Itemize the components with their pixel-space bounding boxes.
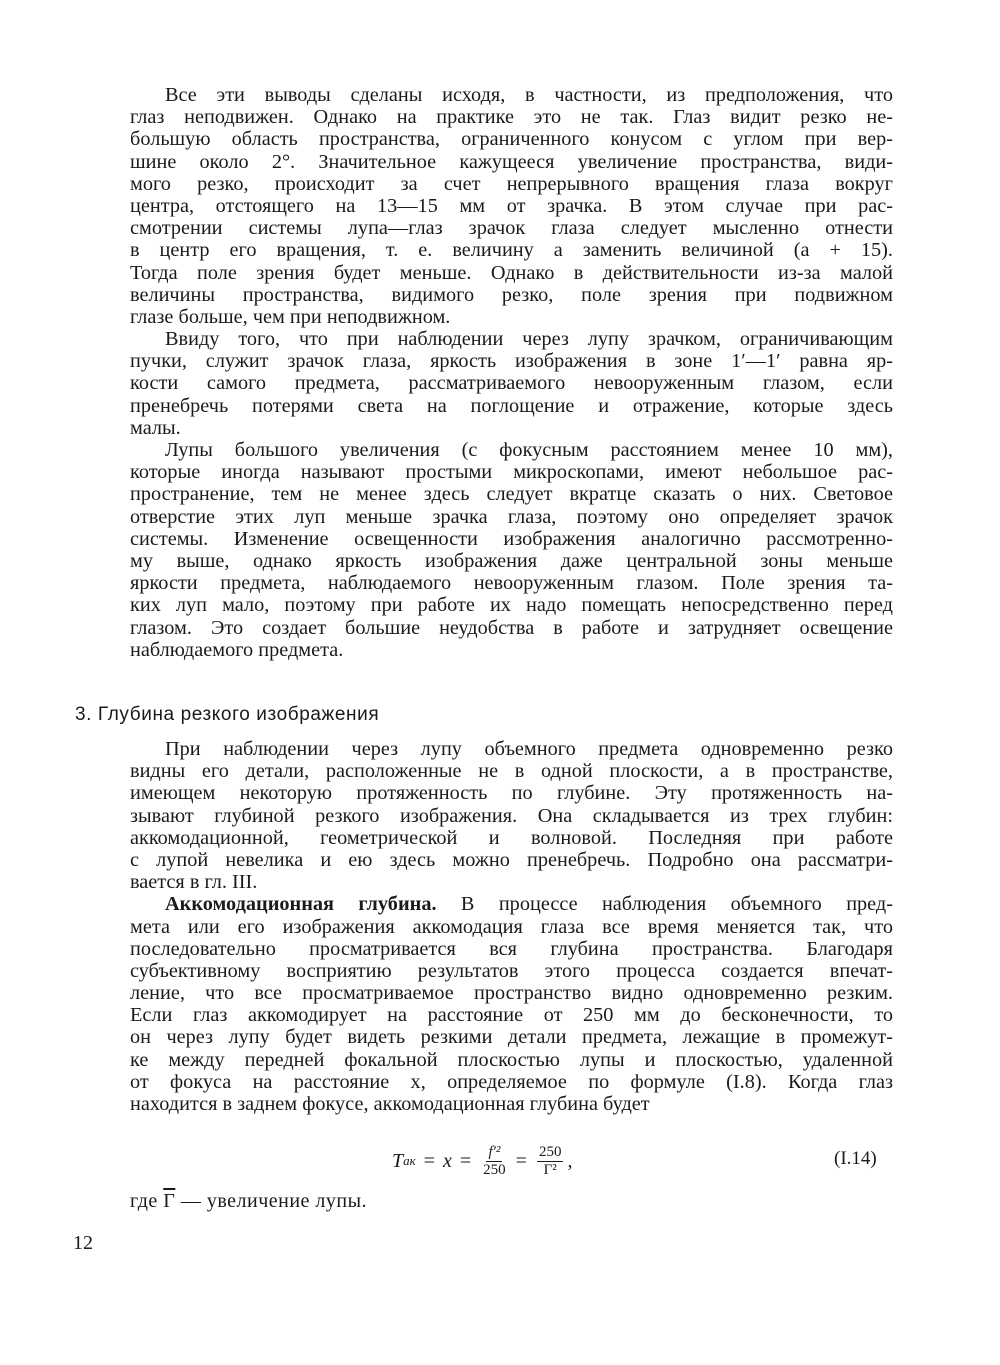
text-line: Аккомодационная глубина. В процессе наблюдения объемного пред-: [165, 893, 893, 916]
run-in-heading: Аккомодационная глубина.: [165, 893, 461, 916]
text-line: Ввиду того, что при наблюдении через лупу зрачком, ограничивающим: [165, 328, 893, 351]
text-line: шине около 2°. Значительное кажущееся увеличение пространства, види-: [130, 150, 893, 173]
fraction-denominator: 250: [483, 1161, 506, 1178]
formula-lhs: T: [392, 1149, 404, 1172]
where-suffix: — увеличение лупы.: [180, 1190, 368, 1212]
text-line: Лупы большого увеличения (с фокусным расстоянием менее 10 мм),: [165, 439, 893, 461]
formula-I-14: [392, 1138, 572, 1184]
text-line: глазе больше, чем при неподвижном.: [130, 305, 451, 328]
text-line: он через лупу будет видеть резкими детали предмета, лежащие в промежут-: [130, 1026, 893, 1049]
formula-lhs-subscript: ак: [403, 1153, 416, 1168]
text-line: ке между передней фокальной плоскостью лупы и плоскостью, удаленной: [130, 1048, 893, 1071]
text-line: последовательно просматривается вся глубина пространства. Благодаря: [130, 937, 893, 960]
text-line: которые иногда называют простыми микроскопами, имеют небольшое рас-: [130, 461, 893, 484]
text-line: от фокуса на расстояние x, определяемое по формуле (I.8). Когда глаз: [130, 1070, 893, 1093]
where-symbol: $\overline{\Gamma}$: [163, 1190, 176, 1212]
fraction-numerator: 250: [538, 1143, 562, 1160]
text-line: ление, что все просматриваемое пространство видно одновременно резким.: [130, 982, 893, 1005]
paragraph: [130, 84, 893, 328]
text-line: находится в заднем фокусе, аккомодационная глубина будет: [130, 1093, 650, 1115]
text-line: центра, отстоящего на 13—15 мм от зрачка. В этом случае при рас-: [130, 194, 893, 217]
paragraph: [130, 893, 893, 1115]
section-heading: 3. Глубина резкого изображения: [75, 704, 380, 725]
fraction-1: [483, 1144, 506, 1179]
text-line: имеющем некоторую протяженность по глубине. Эту протяженность на-: [130, 782, 893, 805]
text-line: мого резко, происходит за счет непрерывного вращения глаза вокруг: [130, 172, 893, 195]
text-line: Если глаз аккомодирует на расстояние от 250 мм до бесконечности, то: [130, 1004, 893, 1027]
text-line: наблюдаемого предмета.: [130, 638, 344, 661]
text-line: При наблюдении через лупу объемного предмета одновременно резко: [165, 738, 893, 760]
formula-equals: =: [459, 1149, 472, 1172]
text-line: Тогда поле зрения будет меньше. Однако в действительности из-за малой: [130, 261, 893, 284]
paragraph: [130, 328, 893, 439]
text-line: видны его детали, расположенные не в одной плоскости, а в пространстве,: [130, 760, 893, 783]
text-line: в центр его вращения, т. е. величину a заменить величиной (a + 15).: [130, 239, 893, 262]
text-line: пренебречь потерями света на поглощение и отражение, которые здесь: [130, 394, 893, 417]
text-line: мета или его изображения аккомодация глаза все время меняется так, что: [130, 915, 893, 938]
text-line: вается в гл. III.: [130, 871, 258, 894]
fraction-numerator: f′²: [488, 1143, 501, 1160]
text-line: Все эти выводы сделаны исходя, в частности, из предположения, что: [165, 84, 893, 106]
text-line: субъективному восприятию результатов этого процесса создается впечат-: [130, 959, 893, 982]
text-line: яркости предмета, наблюдаемого невооруженным глазом. Поле зрения та-: [130, 572, 893, 595]
equation-number: (I.14): [834, 1148, 877, 1169]
text-line: кости самого предмета, рассматриваемого невооруженным глазом, если: [130, 372, 893, 395]
text-line: величины пространства, видимого резко, поле зрения при подвижном: [130, 283, 893, 306]
body-text-bottom: [130, 738, 893, 1115]
text-line: большую область пространства, ограниченного конусом с углом при вер-: [130, 128, 893, 151]
text-line: малы.: [130, 416, 181, 439]
text-line: с лупой невелика и ею здесь можно пренебречь. Подробно она рассматри-: [130, 848, 893, 871]
where-line: [130, 1190, 367, 1213]
text-line: глазом. Это создает большие неудобства в работе и затрудняет освещение: [130, 616, 893, 639]
text-line: зывают глубиной резкого изображения. Она складывается из трех глубин:: [130, 804, 893, 827]
text-line: смотрении системы лупа—глаз зрачок глаза следует мысленно отнести: [130, 217, 893, 240]
text-line: пучки, служит зрачок глаза, яркость изображения в зоне 1′—1′ равна яр-: [130, 350, 893, 373]
where-prefix: где: [130, 1190, 158, 1212]
formula-equals: =: [423, 1149, 435, 1172]
paragraph: [130, 738, 893, 893]
fraction-2: [537, 1144, 564, 1179]
formula-comma: ,: [567, 1149, 573, 1172]
text-line: глаз неподвижен. Однако на практике это не так. Глаз видит резко не-: [130, 106, 893, 129]
text-line: ких луп мало, поэтому при работе их надо помещать непосредственно перед: [130, 594, 893, 617]
text-line: отверстие этих луп меньше зрачка глаза, поэтому оно определяет зрачок: [130, 505, 893, 528]
body-text-top: [130, 84, 893, 661]
text-line: му выше, однако яркость изображения даже центральной зоны меньше: [130, 549, 893, 572]
paragraph: [130, 439, 893, 661]
formula-equals: =: [515, 1149, 527, 1172]
text-line: системы. Изменение освещенности изображения аналогично рассмотренно-: [130, 527, 893, 550]
text-line: аккомодационной, геометрической и волновой. Последняя при работе: [130, 826, 893, 849]
formula-x: x: [443, 1149, 452, 1172]
fraction-denominator: Γ²: [543, 1161, 557, 1178]
page-number: 12: [73, 1232, 93, 1254]
text-line: пространение, тем не менее здесь следует вкратце сказать о них. Световое: [130, 483, 893, 506]
